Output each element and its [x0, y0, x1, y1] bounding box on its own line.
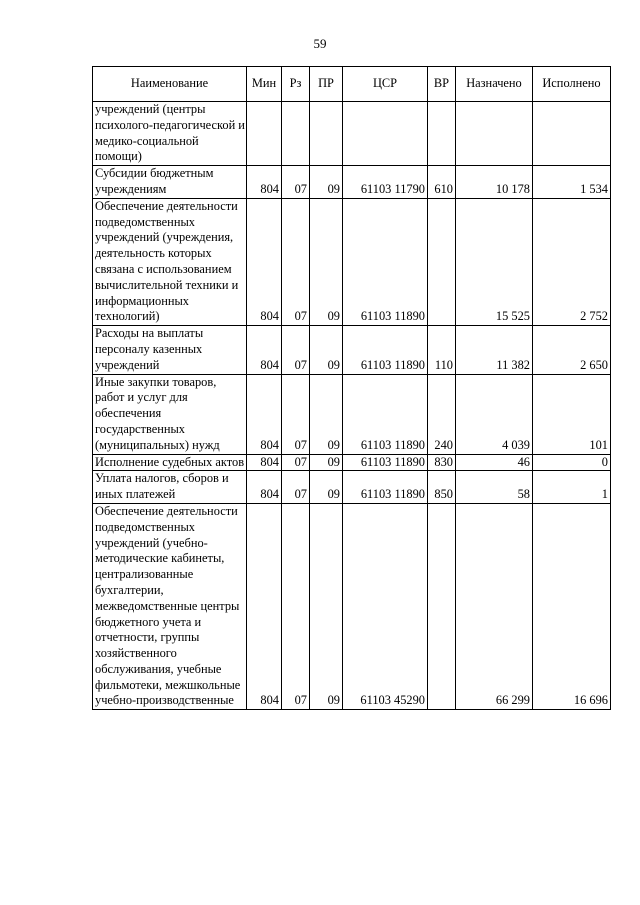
cell-pr: 09	[310, 454, 343, 471]
cell-naznacheno: 58	[456, 471, 533, 504]
cell-ispolneno	[533, 102, 611, 166]
header-rz: Рз	[282, 67, 310, 102]
header-csr: ЦСР	[343, 67, 428, 102]
cell-naznacheno: 15 525	[456, 198, 533, 325]
table-header-row	[93, 67, 611, 102]
cell-vr	[428, 503, 456, 709]
cell-csr: 61103 11890	[343, 374, 428, 454]
cell-pr: 09	[310, 326, 343, 374]
cell-pr: 09	[310, 374, 343, 454]
cell-csr: 61103 11890	[343, 198, 428, 325]
header-vr: ВР	[428, 67, 456, 102]
cell-vr: 610	[428, 166, 456, 199]
table-row	[93, 326, 611, 374]
budget-table	[92, 66, 611, 710]
cell-name: учреждений (центры психолого-педагогической и медико-социальной помощи)	[93, 102, 247, 166]
cell-naznacheno	[456, 102, 533, 166]
cell-min: 804	[247, 326, 282, 374]
cell-name: Иные закупки товаров, работ и услуг для обеспечения государственных (муниципальных) нужд	[93, 374, 247, 454]
page-number: 59	[313, 36, 327, 51]
cell-name: Обеспечение деятельности подведомственных учреждений (учреждения, деятельность которых связана с использованием вычислительной техники и информационных технологий)	[93, 198, 247, 325]
table-row	[93, 374, 611, 454]
cell-naznacheno: 66 299	[456, 503, 533, 709]
cell-name: Уплата налогов, сборов и иных платежей	[93, 471, 247, 504]
cell-min	[247, 102, 282, 166]
cell-naznacheno: 4 039	[456, 374, 533, 454]
cell-pr: 09	[310, 198, 343, 325]
cell-ispolneno: 16 696	[533, 503, 611, 709]
cell-ispolneno: 1	[533, 471, 611, 504]
cell-rz	[282, 102, 310, 166]
cell-min: 804	[247, 198, 282, 325]
cell-min: 804	[247, 374, 282, 454]
cell-rz: 07	[282, 166, 310, 199]
cell-ispolneno: 0	[533, 454, 611, 471]
cell-vr	[428, 102, 456, 166]
cell-rz: 07	[282, 454, 310, 471]
table-row	[93, 198, 611, 325]
cell-rz: 07	[282, 471, 310, 504]
cell-csr: 61103 11790	[343, 166, 428, 199]
table-row	[93, 471, 611, 504]
cell-name: Расходы на выплаты персоналу казенных учреждений	[93, 326, 247, 374]
cell-csr: 61103 11890	[343, 454, 428, 471]
header-name: Наименование	[93, 67, 247, 102]
cell-name: Исполнение судебных актов	[93, 454, 247, 471]
cell-ispolneno: 101	[533, 374, 611, 454]
cell-min: 804	[247, 454, 282, 471]
cell-ispolneno: 2 650	[533, 326, 611, 374]
cell-vr: 850	[428, 471, 456, 504]
cell-naznacheno: 10 178	[456, 166, 533, 199]
cell-ispolneno: 2 752	[533, 198, 611, 325]
cell-vr: 830	[428, 454, 456, 471]
cell-min: 804	[247, 503, 282, 709]
header-min: Мин	[247, 67, 282, 102]
cell-name: Обеспечение деятельности подведомственных учреждений (учебно-методические кабинеты, централизованные бухгалтерии, межведомственные центры бюджетного учета и отчетности, группы хозяйственного обслуживания, учебные фильмотеки, межшкольные учебно-производственные	[93, 503, 247, 709]
cell-min: 804	[247, 471, 282, 504]
table-row	[93, 503, 611, 709]
cell-csr: 61103 11890	[343, 471, 428, 504]
cell-ispolneno: 1 534	[533, 166, 611, 199]
header-naznacheno: Назначено	[456, 67, 533, 102]
cell-rz: 07	[282, 374, 310, 454]
cell-rz: 07	[282, 198, 310, 325]
cell-rz: 07	[282, 503, 310, 709]
table-row	[93, 454, 611, 471]
cell-min: 804	[247, 166, 282, 199]
cell-naznacheno: 46	[456, 454, 533, 471]
cell-name: Субсидии бюджетным учреждениям	[93, 166, 247, 199]
cell-vr: 240	[428, 374, 456, 454]
cell-vr: 110	[428, 326, 456, 374]
cell-vr	[428, 198, 456, 325]
cell-pr: 09	[310, 471, 343, 504]
cell-csr	[343, 102, 428, 166]
header-pr: ПР	[310, 67, 343, 102]
cell-csr: 61103 45290	[343, 503, 428, 709]
cell-pr	[310, 102, 343, 166]
header-ispolneno: Исполнено	[533, 67, 611, 102]
table-row	[93, 102, 611, 166]
cell-rz: 07	[282, 326, 310, 374]
table-row	[93, 166, 611, 199]
cell-csr: 61103 11890	[343, 326, 428, 374]
cell-pr: 09	[310, 503, 343, 709]
cell-naznacheno: 11 382	[456, 326, 533, 374]
cell-pr: 09	[310, 166, 343, 199]
